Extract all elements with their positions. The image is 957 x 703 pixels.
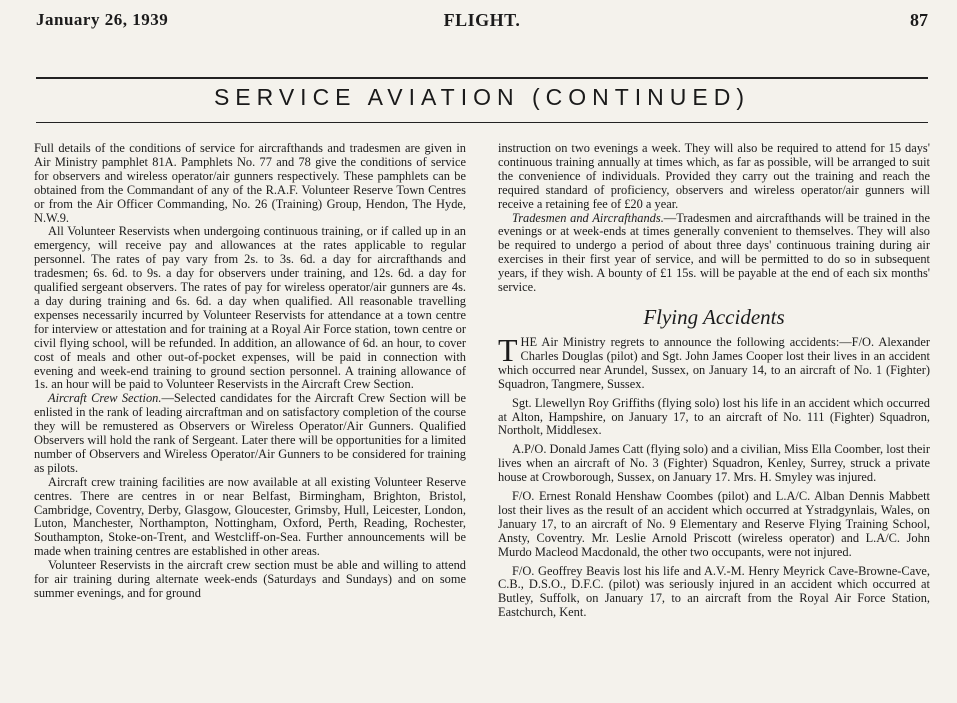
section-title: SERVICE AVIATION (CONTINUED) [213,84,751,110]
subheading: Aircraft Crew Section. [48,391,162,406]
subheading: Tradesmen and Aircrafthands. [512,210,664,225]
accident-report [498,331,930,392]
issue-date: January 26, 1939 [36,10,169,29]
paragraph: Full details of the conditions of service for aircrafthands and tradesmen are given in Air Ministry pamphlet 81A. Pamphlets No. 77 and 78 give the conditions of service for observers and wireless operator/air gunners respectively. These pamphlets can be obtained from the Commandant of any of the R.A.F. Volunteer Reserve Town Centres or from the Air Officer Commanding, No. 26 (Training) Group, Hendon, The Hyde, N.W.9. [34,141,466,225]
paragraph: Volunteer Reservists in the aircraft crew section must be able and willing to attend for air training during alternate week-ends (Saturdays and Sundays) and on some summer evenings, and for ground [34,558,466,600]
paragraph-text: —Tradesmen and aircrafthands will be trained in the evenings or at week-ends at times generally convenient to themselves. They will also be required to undergo a period of about three days' continuous training during air exercises in their first year of service, and will be permitted to do so in subsequent years, if they wish. A bounty of £1 15s. will be payable at the end of each six months' service. [498,210,930,295]
paragraph-text: —Selected candidates for the Aircraft Crew Section will be enlisted in the rank of leading aircraftman and on satisfactory completion of the course they will be remustered as Observers or Wireless Operator/Air Gunners. Qualified Observers will hold the rank of Sergeant. Later there will be opportunities for a limited number of Observers and Wireless Operator/Air Gunners to be considered for training as pilots. [34,391,466,475]
left-column [34,142,466,601]
section-rule [36,122,928,123]
paragraph: instruction on two evenings a week. They will also be required to attend for 15 days' continuous training annually at times which, as far as possible, will be arranged to suit the convenience of individuals. Provided they carry out the training and reach the required standard of proficiency, observers and wireless operator/air gunners will receive a retaining fee of £20 a year. [498,141,930,211]
paragraph: Aircraft crew training facilities are now available at all existing Volunteer Reserve centres. There are centres in or near Belfast, Birmingham, Brighton, Bristol, Cambridge, Coventry, Derby, Glasgow, Gloucester, Grimsby, Hull, Leicester, London, Luton, Manchester, Northampton, Nottingham, Oxford, Perth, Reading, Rochester, Southampton, Stoke-on-Trent, and Westcliff-on-Sea. Further announcements will be made when training centres are established in other areas. [34,474,466,559]
accidents-heading: Flying Accidents [643,304,785,329]
paragraph-text: HE Air Ministry regrets to announce the following accidents:—F/O. Alexander Charles Douglas (pilot) and Sgt. John James Cooper lost their lives in an accident which occurred near Arundel, Sussex, on January 14, to an aircraft of No. 1 (Fighter) Squadron, Tangmere, Sussex. [498,334,930,391]
accident-report: A.P/O. Donald James Catt (flying solo) and a civilian, Miss Ella Coomber, lost their lives when an aircraft of No. 3 (Fighter) Squadron, Kenley, Surrey, struck a private house at Crowborough, Sussex, on January 17. Mrs. H. Smyley was injured. [498,442,930,485]
drop-cap: T [498,331,518,368]
accident-report: Sgt. Llewellyn Roy Griffiths (flying solo) lost his life in an accident which occurred at Alton, Hampshire, on January 17, to an aircraft of No. 111 (Fighter) Squadron, Northolt, Middlesex. [498,395,930,438]
paragraph [34,392,466,475]
page-header [36,6,928,32]
journal-title: FLIGHT. [443,10,521,30]
accident-report: F/O. Geoffrey Beavis lost his life and A.V.-M. Henry Meyrick Cave-Browne-Cave, C.B., D.S.O., D.F.C. (pilot) was seriously injured in an accident which occurred at Butley, Suffolk, on January 17, to an aircraft from the Royal Air Force Station, Eastchurch, Kent. [498,563,930,620]
paragraph [498,212,930,295]
right-column [498,142,930,625]
paragraph: All Volunteer Reservists when undergoing continuous training, or if called up in an emergency, will receive pay and allowances at the rates applicable to regular personnel. The rates of pay vary from 2s. to 3s. 6d. a day for aircrafthands and tradesmen; 6s. 6d. to 9s. a day for observers under training, and 12s. 6d. a day for qualified sergeant observers. The rates of pay for wireless operator/air gunners are 4s. a day during training and 6s. 6d. a day when qualified. All reasonable travelling expenses necessarily incurred by Volunteer Reservists for attendance at a town centre for interview or attestation and for training at a Royal Air Force station, town centre or civil flying school, will be refunded. In addition, an allowance of 6d. an hour, to cover cost of meals and other out-of-pocket expenses, will be paid in connection with evening and week-end training to ground section personnel. A training allowance of 1s. an hour will be paid to Volunteer Reservists in the Aircraft Crew Section. [34,224,466,392]
header-rule [36,77,928,79]
accident-report: F/O. Ernest Ronald Henshaw Coombes (pilot) and L.A/C. Alban Dennis Mabbett lost their lives as the result of an accident which occurred at Ystradgynlais, Wales, on January 17, to an aircraft of No. 9 Elementary and Reserve Flying Training School, Ansty, Coventry. Mr. Leslie Arnold Priscott (wireless operator) and L.A/C. John Murdo Macleod Macdonald, the other two occupants, were not injured. [498,489,930,559]
page-number: 87 [910,10,928,30]
